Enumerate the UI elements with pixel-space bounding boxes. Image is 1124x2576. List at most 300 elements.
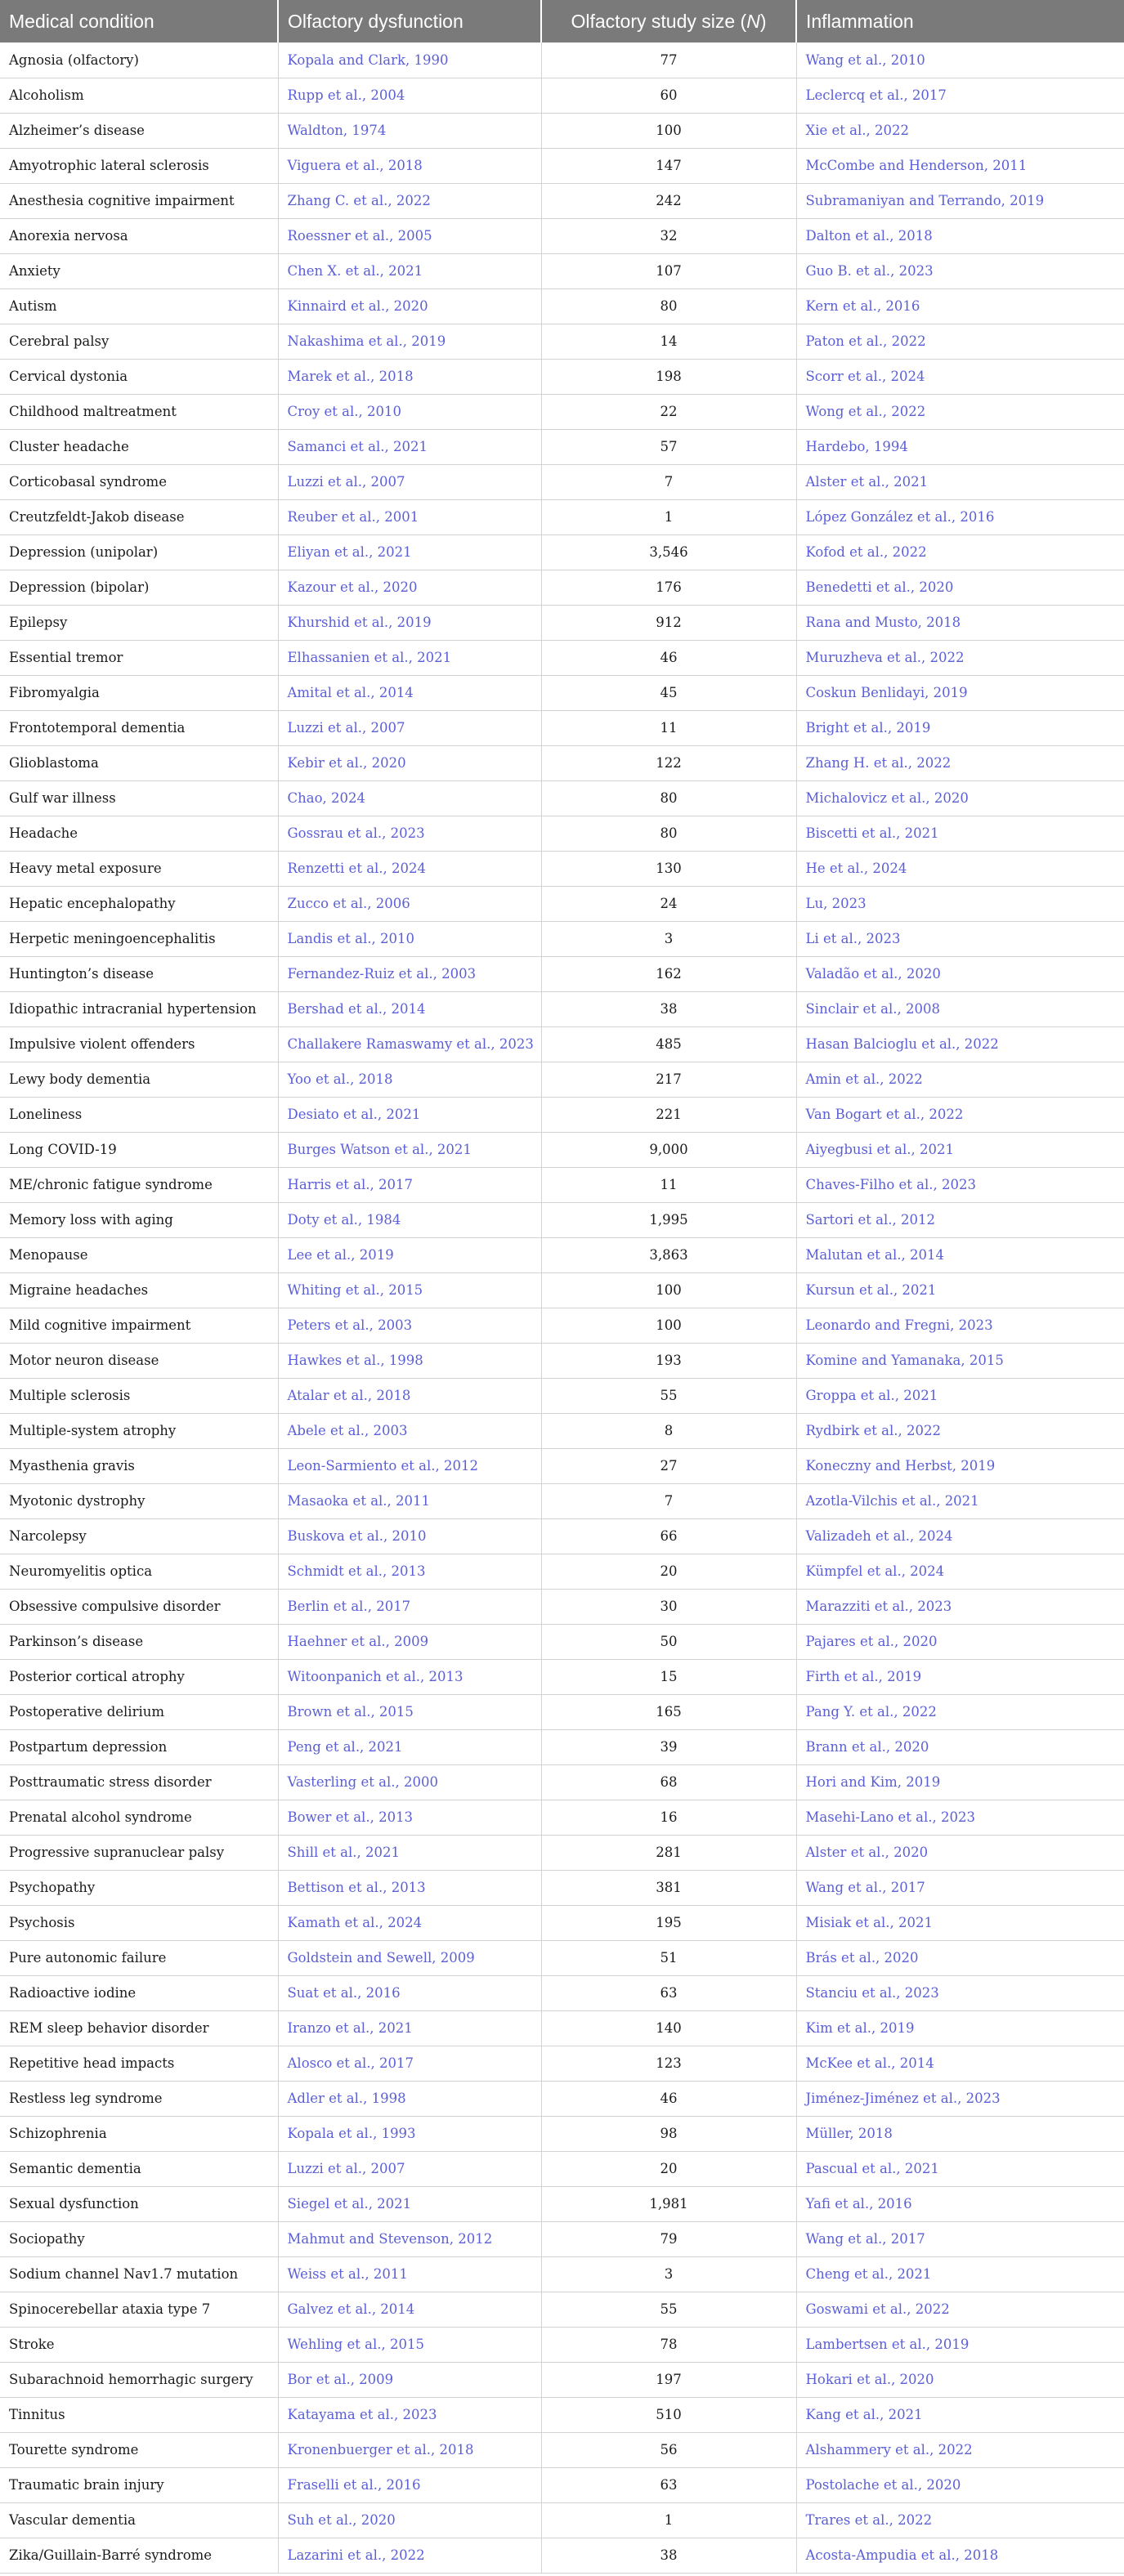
table-row xyxy=(0,921,1124,956)
cell-medical-condition: Postpartum depression xyxy=(0,1729,278,1764)
cell-medical-condition: Cerebral palsy xyxy=(0,324,278,359)
cell-study-size: 78 xyxy=(541,2327,796,2362)
cell-olfactory-reference[interactable]: Bettison et al., 2013 xyxy=(278,1870,541,1905)
cell-study-size: 14 xyxy=(541,324,796,359)
cell-study-size: 197 xyxy=(541,2362,796,2397)
cell-inflammation-reference[interactable]: Goswami et al., 2022 xyxy=(796,2292,1124,2327)
cell-inflammation-reference[interactable]: Lambertsen et al., 2019 xyxy=(796,2327,1124,2362)
cell-inflammation-reference[interactable]: Xie et al., 2022 xyxy=(796,113,1124,148)
cell-inflammation-reference[interactable]: Alster et al., 2020 xyxy=(796,1835,1124,1870)
cell-study-size: 130 xyxy=(541,851,796,886)
cell-study-size: 198 xyxy=(541,359,796,394)
cell-inflammation-reference[interactable]: Postolache et al., 2020 xyxy=(796,2467,1124,2502)
cell-olfactory-reference[interactable]: Luzzi et al., 2007 xyxy=(278,710,541,745)
table-row xyxy=(0,1870,1124,1905)
cell-olfactory-reference[interactable]: Burges Watson et al., 2021 xyxy=(278,1132,541,1167)
cell-inflammation-reference[interactable]: Valizadeh et al., 2024 xyxy=(796,1518,1124,1554)
cell-inflammation-reference[interactable]: Hori and Kim, 2019 xyxy=(796,1764,1124,1800)
cell-medical-condition: Agnosia (olfactory) xyxy=(0,42,278,78)
cell-medical-condition: Spinocerebellar ataxia type 7 xyxy=(0,2292,278,2327)
cell-study-size: 46 xyxy=(541,2081,796,2116)
cell-olfactory-reference[interactable]: Amital et al., 2014 xyxy=(278,675,541,710)
cell-study-size: 107 xyxy=(541,253,796,288)
table-row xyxy=(0,1062,1124,1097)
cell-olfactory-reference[interactable]: Zhang C. et al., 2022 xyxy=(278,183,541,218)
cell-inflammation-reference[interactable]: Subramaniyan and Terrando, 2019 xyxy=(796,183,1124,218)
cell-medical-condition: Psychopathy xyxy=(0,1870,278,1905)
cell-olfactory-reference[interactable]: Luzzi et al., 2007 xyxy=(278,464,541,499)
cell-medical-condition: ME/chronic fatigue syndrome xyxy=(0,1167,278,1202)
cell-study-size: 3 xyxy=(541,921,796,956)
cell-inflammation-reference[interactable]: Scorr et al., 2024 xyxy=(796,359,1124,394)
cell-olfactory-reference[interactable]: Siegel et al., 2021 xyxy=(278,2186,541,2221)
cell-study-size: 80 xyxy=(541,816,796,851)
table-row xyxy=(0,1659,1124,1694)
cell-inflammation-reference[interactable]: López González et al., 2016 xyxy=(796,499,1124,534)
cell-inflammation-reference[interactable]: Kern et al., 2016 xyxy=(796,288,1124,324)
cell-olfactory-reference[interactable]: Samanci et al., 2021 xyxy=(278,429,541,464)
cell-study-size: 100 xyxy=(541,1308,796,1343)
cell-medical-condition: Gulf war illness xyxy=(0,780,278,816)
cell-inflammation-reference[interactable]: Paton et al., 2022 xyxy=(796,324,1124,359)
cell-inflammation-reference[interactable]: Rydbirk et al., 2022 xyxy=(796,1413,1124,1448)
cell-medical-condition: Fibromyalgia xyxy=(0,675,278,710)
table-row xyxy=(0,42,1124,78)
cell-inflammation-reference[interactable]: Hasan Balcioglu et al., 2022 xyxy=(796,1026,1124,1062)
cell-olfactory-reference[interactable]: Challakere Ramaswamy et al., 2023 xyxy=(278,1026,541,1062)
cell-olfactory-reference[interactable]: Adler et al., 1998 xyxy=(278,2081,541,2116)
table-row xyxy=(0,1694,1124,1729)
cell-medical-condition: Zika/Guillain-Barré syndrome xyxy=(0,2538,278,2573)
cell-inflammation-reference[interactable]: Cheng et al., 2021 xyxy=(796,2256,1124,2292)
cell-inflammation-reference[interactable]: Yafi et al., 2016 xyxy=(796,2186,1124,2221)
cell-study-size: 30 xyxy=(541,1589,796,1624)
table-row xyxy=(0,324,1124,359)
cell-medical-condition: Glioblastoma xyxy=(0,745,278,780)
cell-inflammation-reference[interactable]: Dalton et al., 2018 xyxy=(796,218,1124,253)
cell-inflammation-reference[interactable]: Acosta-Ampudia et al., 2018 xyxy=(796,2538,1124,2573)
cell-olfactory-reference[interactable]: Fernandez-Ruiz et al., 2003 xyxy=(278,956,541,991)
cell-study-size: 77 xyxy=(541,42,796,78)
cell-study-size: 510 xyxy=(541,2397,796,2432)
cell-study-size: 55 xyxy=(541,1378,796,1413)
table-row xyxy=(0,2362,1124,2397)
cell-inflammation-reference[interactable]: Alster et al., 2021 xyxy=(796,464,1124,499)
cell-olfactory-reference[interactable]: Vasterling et al., 2000 xyxy=(278,1764,541,1800)
header-study-size-n: N xyxy=(746,10,760,32)
table-header xyxy=(0,0,1124,42)
cell-inflammation-reference[interactable]: Misiak et al., 2021 xyxy=(796,1905,1124,1940)
cell-olfactory-reference[interactable]: Bower et al., 2013 xyxy=(278,1800,541,1835)
cell-olfactory-reference[interactable]: Croy et al., 2010 xyxy=(278,394,541,429)
cell-inflammation-reference[interactable]: Muruzheva et al., 2022 xyxy=(796,640,1124,675)
cell-inflammation-reference[interactable]: Li et al., 2023 xyxy=(796,921,1124,956)
cell-inflammation-reference[interactable]: Leonardo and Fregni, 2023 xyxy=(796,1308,1124,1343)
cell-inflammation-reference[interactable]: Leclercq et al., 2017 xyxy=(796,78,1124,113)
cell-study-size: 3,546 xyxy=(541,534,796,570)
cell-study-size: 485 xyxy=(541,1026,796,1062)
cell-study-size: 32 xyxy=(541,218,796,253)
cell-medical-condition: Corticobasal syndrome xyxy=(0,464,278,499)
cell-olfactory-reference[interactable]: Yoo et al., 2018 xyxy=(278,1062,541,1097)
cell-inflammation-reference[interactable]: Biscetti et al., 2021 xyxy=(796,816,1124,851)
cell-inflammation-reference[interactable]: Hardebo, 1994 xyxy=(796,429,1124,464)
cell-inflammation-reference[interactable]: Kim et al., 2019 xyxy=(796,2010,1124,2046)
cell-olfactory-reference[interactable]: Atalar et al., 2018 xyxy=(278,1378,541,1413)
cell-inflammation-reference[interactable]: Pang Y. et al., 2022 xyxy=(796,1694,1124,1729)
cell-inflammation-reference[interactable]: Koneczny and Herbst, 2019 xyxy=(796,1448,1124,1483)
cell-medical-condition: Parkinson’s disease xyxy=(0,1624,278,1659)
cell-study-size: 1 xyxy=(541,499,796,534)
cell-medical-condition: Subarachnoid hemorrhagic surgery xyxy=(0,2362,278,2397)
cell-inflammation-reference[interactable]: Kursun et al., 2021 xyxy=(796,1272,1124,1308)
cell-olfactory-reference[interactable]: Suh et al., 2020 xyxy=(278,2502,541,2538)
cell-medical-condition: Posterior cortical atrophy xyxy=(0,1659,278,1694)
cell-olfactory-reference[interactable]: Katayama et al., 2023 xyxy=(278,2397,541,2432)
cell-medical-condition: Essential tremor xyxy=(0,640,278,675)
cell-olfactory-reference[interactable]: Goldstein and Sewell, 2009 xyxy=(278,1940,541,1975)
cell-inflammation-reference[interactable]: Malutan et al., 2014 xyxy=(796,1237,1124,1272)
table-row xyxy=(0,2116,1124,2151)
cell-study-size: 46 xyxy=(541,640,796,675)
cell-olfactory-reference[interactable]: Weiss et al., 2011 xyxy=(278,2256,541,2292)
cell-olfactory-reference[interactable]: Masaoka et al., 2011 xyxy=(278,1483,541,1518)
cell-inflammation-reference[interactable]: Wang et al., 2017 xyxy=(796,1870,1124,1905)
table-row xyxy=(0,1554,1124,1589)
cell-inflammation-reference[interactable]: Kofod et al., 2022 xyxy=(796,534,1124,570)
cell-olfactory-reference[interactable]: Witoonpanich et al., 2013 xyxy=(278,1659,541,1694)
cell-medical-condition: Multiple-system atrophy xyxy=(0,1413,278,1448)
cell-medical-condition: Loneliness xyxy=(0,1097,278,1132)
cell-inflammation-reference[interactable]: Zhang H. et al., 2022 xyxy=(796,745,1124,780)
cell-olfactory-reference[interactable]: Hawkes et al., 1998 xyxy=(278,1343,541,1378)
cell-study-size: 57 xyxy=(541,429,796,464)
cell-olfactory-reference[interactable]: Renzetti et al., 2024 xyxy=(278,851,541,886)
cell-study-size: 7 xyxy=(541,464,796,499)
cell-medical-condition: Radioactive iodine xyxy=(0,1975,278,2010)
cell-medical-condition: Schizophrenia xyxy=(0,2116,278,2151)
cell-inflammation-reference[interactable]: McCombe and Henderson, 2011 xyxy=(796,148,1124,183)
cell-olfactory-reference[interactable]: Eliyan et al., 2021 xyxy=(278,534,541,570)
table-row xyxy=(0,429,1124,464)
cell-medical-condition: Hepatic encephalopathy xyxy=(0,886,278,921)
cell-study-size: 242 xyxy=(541,183,796,218)
cell-inflammation-reference[interactable]: Pascual et al., 2021 xyxy=(796,2151,1124,2186)
cell-olfactory-reference[interactable]: Peng et al., 2021 xyxy=(278,1729,541,1764)
cell-inflammation-reference[interactable]: Amin et al., 2022 xyxy=(796,1062,1124,1097)
cell-olfactory-reference[interactable]: Elhassanien et al., 2021 xyxy=(278,640,541,675)
cell-medical-condition: Psychosis xyxy=(0,1905,278,1940)
cell-olfactory-reference[interactable]: Kebir et al., 2020 xyxy=(278,745,541,780)
cell-olfactory-reference[interactable]: Rupp et al., 2004 xyxy=(278,78,541,113)
cell-medical-condition: Epilepsy xyxy=(0,605,278,640)
table-row xyxy=(0,1975,1124,2010)
cell-olfactory-reference[interactable]: Leon-Sarmiento et al., 2012 xyxy=(278,1448,541,1483)
cell-olfactory-reference[interactable]: Abele et al., 2003 xyxy=(278,1413,541,1448)
cell-study-size: 38 xyxy=(541,991,796,1026)
cell-inflammation-reference[interactable]: Komine and Yamanaka, 2015 xyxy=(796,1343,1124,1378)
cell-olfactory-reference[interactable]: Kamath et al., 2024 xyxy=(278,1905,541,1940)
table-row xyxy=(0,605,1124,640)
table-row xyxy=(0,2538,1124,2573)
cell-olfactory-reference[interactable]: Buskova et al., 2010 xyxy=(278,1518,541,1554)
cell-inflammation-reference[interactable]: Brás et al., 2020 xyxy=(796,1940,1124,1975)
table-row xyxy=(0,1905,1124,1940)
cell-study-size: 147 xyxy=(541,148,796,183)
cell-inflammation-reference[interactable]: Chaves-Filho et al., 2023 xyxy=(796,1167,1124,1202)
cell-study-size: 8 xyxy=(541,1413,796,1448)
cell-study-size: 165 xyxy=(541,1694,796,1729)
cell-olfactory-reference[interactable]: Brown et al., 2015 xyxy=(278,1694,541,1729)
cell-study-size: 51 xyxy=(541,1940,796,1975)
cell-olfactory-reference[interactable]: Kronenbuerger et al., 2018 xyxy=(278,2432,541,2467)
cell-inflammation-reference[interactable]: Marazziti et al., 2023 xyxy=(796,1589,1124,1624)
cell-study-size: 100 xyxy=(541,113,796,148)
cell-medical-condition: Tourette syndrome xyxy=(0,2432,278,2467)
cell-study-size: 20 xyxy=(541,2151,796,2186)
table-row xyxy=(0,359,1124,394)
table-row xyxy=(0,1624,1124,1659)
cell-olfactory-reference[interactable]: Nakashima et al., 2019 xyxy=(278,324,541,359)
cell-medical-condition: REM sleep behavior disorder xyxy=(0,2010,278,2046)
cell-olfactory-reference[interactable]: Mahmut and Stevenson, 2012 xyxy=(278,2221,541,2256)
cell-inflammation-reference[interactable]: McKee et al., 2014 xyxy=(796,2046,1124,2081)
cell-inflammation-reference[interactable]: Müller, 2018 xyxy=(796,2116,1124,2151)
cell-medical-condition: Sexual dysfunction xyxy=(0,2186,278,2221)
cell-study-size: 221 xyxy=(541,1097,796,1132)
cell-medical-condition: Pure autonomic failure xyxy=(0,1940,278,1975)
cell-inflammation-reference[interactable]: Van Bogart et al., 2022 xyxy=(796,1097,1124,1132)
cell-medical-condition: Idiopathic intracranial hypertension xyxy=(0,991,278,1026)
cell-olfactory-reference[interactable]: Kazour et al., 2020 xyxy=(278,570,541,605)
cell-medical-condition: Multiple sclerosis xyxy=(0,1378,278,1413)
cell-inflammation-reference[interactable]: Azotla-Vilchis et al., 2021 xyxy=(796,1483,1124,1518)
cell-olfactory-reference[interactable]: Lee et al., 2019 xyxy=(278,1237,541,1272)
table-row xyxy=(0,534,1124,570)
table-row xyxy=(0,1308,1124,1343)
table-row xyxy=(0,1097,1124,1132)
cell-olfactory-reference[interactable]: Bor et al., 2009 xyxy=(278,2362,541,2397)
cell-olfactory-reference[interactable]: Khurshid et al., 2019 xyxy=(278,605,541,640)
cell-medical-condition: Progressive supranuclear palsy xyxy=(0,1835,278,1870)
cell-inflammation-reference[interactable]: Rana and Musto, 2018 xyxy=(796,605,1124,640)
cell-inflammation-reference[interactable]: Jiménez-Jiménez et al., 2023 xyxy=(796,2081,1124,2116)
cell-medical-condition: Cluster headache xyxy=(0,429,278,464)
cell-olfactory-reference[interactable]: Luzzi et al., 2007 xyxy=(278,2151,541,2186)
cell-inflammation-reference[interactable]: Guo B. et al., 2023 xyxy=(796,253,1124,288)
header-study-size-label: Olfactory study size xyxy=(571,10,736,32)
cell-olfactory-reference[interactable]: Iranzo et al., 2021 xyxy=(278,2010,541,2046)
table-row xyxy=(0,1483,1124,1518)
cell-olfactory-reference[interactable]: Marek et al., 2018 xyxy=(278,359,541,394)
cell-olfactory-reference[interactable]: Peters et al., 2003 xyxy=(278,1308,541,1343)
cell-medical-condition: Menopause xyxy=(0,1237,278,1272)
cell-inflammation-reference[interactable]: Brann et al., 2020 xyxy=(796,1729,1124,1764)
cell-medical-condition: Stroke xyxy=(0,2327,278,2362)
cell-study-size: 162 xyxy=(541,956,796,991)
cell-study-size: 38 xyxy=(541,2538,796,2573)
cell-inflammation-reference[interactable]: Valadão et al., 2020 xyxy=(796,956,1124,991)
cell-study-size: 80 xyxy=(541,780,796,816)
cell-olfactory-reference[interactable]: Zucco et al., 2006 xyxy=(278,886,541,921)
table-row xyxy=(0,1764,1124,1800)
cell-olfactory-reference[interactable]: Gossrau et al., 2023 xyxy=(278,816,541,851)
cell-study-size: 217 xyxy=(541,1062,796,1097)
cell-medical-condition: Semantic dementia xyxy=(0,2151,278,2186)
table-body xyxy=(0,42,1124,2573)
table-row xyxy=(0,2397,1124,2432)
cell-inflammation-reference[interactable]: Coskun Benlidayi, 2019 xyxy=(796,675,1124,710)
cell-study-size: 63 xyxy=(541,1975,796,2010)
cell-study-size: 80 xyxy=(541,288,796,324)
cell-medical-condition: Frontotemporal dementia xyxy=(0,710,278,745)
cell-medical-condition: Prenatal alcohol syndrome xyxy=(0,1800,278,1835)
cell-olfactory-reference[interactable]: Bershad et al., 2014 xyxy=(278,991,541,1026)
table-row xyxy=(0,288,1124,324)
cell-study-size: 22 xyxy=(541,394,796,429)
cell-medical-condition: Impulsive violent offenders xyxy=(0,1026,278,1062)
cell-inflammation-reference[interactable]: Trares et al., 2022 xyxy=(796,2502,1124,2538)
cell-medical-condition: Sociopathy xyxy=(0,2221,278,2256)
table-row xyxy=(0,816,1124,851)
table-row xyxy=(0,2327,1124,2362)
table-row xyxy=(0,1729,1124,1764)
table-row xyxy=(0,2186,1124,2221)
cell-inflammation-reference[interactable]: Groppa et al., 2021 xyxy=(796,1378,1124,1413)
table-row xyxy=(0,1378,1124,1413)
table-row xyxy=(0,1026,1124,1062)
cell-inflammation-reference[interactable]: Wang et al., 2017 xyxy=(796,2221,1124,2256)
cell-study-size: 1,981 xyxy=(541,2186,796,2221)
cell-inflammation-reference[interactable]: Aiyegbusi et al., 2021 xyxy=(796,1132,1124,1167)
cell-medical-condition: Mild cognitive impairment xyxy=(0,1308,278,1343)
cell-medical-condition: Posttraumatic stress disorder xyxy=(0,1764,278,1800)
table-row xyxy=(0,2221,1124,2256)
cell-study-size: 68 xyxy=(541,1764,796,1800)
header-row xyxy=(0,0,1124,42)
table-row xyxy=(0,1202,1124,1237)
cell-study-size: 100 xyxy=(541,1272,796,1308)
cell-olfactory-reference[interactable]: Suat et al., 2016 xyxy=(278,1975,541,2010)
cell-olfactory-reference[interactable]: Doty et al., 1984 xyxy=(278,1202,541,1237)
cell-inflammation-reference[interactable]: He et al., 2024 xyxy=(796,851,1124,886)
cell-olfactory-reference[interactable]: Desiato et al., 2021 xyxy=(278,1097,541,1132)
cell-medical-condition: Repetitive head impacts xyxy=(0,2046,278,2081)
table-row xyxy=(0,499,1124,534)
cell-inflammation-reference[interactable]: Masehi-Lano et al., 2023 xyxy=(796,1800,1124,1835)
cell-medical-condition: Autism xyxy=(0,288,278,324)
cell-inflammation-reference[interactable]: Michalovicz et al., 2020 xyxy=(796,780,1124,816)
cell-inflammation-reference[interactable]: Wang et al., 2010 xyxy=(796,42,1124,78)
table-row xyxy=(0,253,1124,288)
table-row xyxy=(0,1448,1124,1483)
cell-inflammation-reference[interactable]: Sartori et al., 2012 xyxy=(796,1202,1124,1237)
table-row xyxy=(0,183,1124,218)
cell-medical-condition: Obsessive compulsive disorder xyxy=(0,1589,278,1624)
header-medical-condition: Medical condition xyxy=(0,0,278,42)
table-row xyxy=(0,2467,1124,2502)
cell-study-size: 281 xyxy=(541,1835,796,1870)
cell-olfactory-reference[interactable]: Wehling et al., 2015 xyxy=(278,2327,541,2362)
cell-olfactory-reference[interactable]: Reuber et al., 2001 xyxy=(278,499,541,534)
table-row xyxy=(0,78,1124,113)
cell-olfactory-reference[interactable]: Fraselli et al., 2016 xyxy=(278,2467,541,2502)
cell-olfactory-reference[interactable]: Viguera et al., 2018 xyxy=(278,148,541,183)
cell-olfactory-reference[interactable]: Kinnaird et al., 2020 xyxy=(278,288,541,324)
cell-inflammation-reference[interactable]: Bright et al., 2019 xyxy=(796,710,1124,745)
cell-inflammation-reference[interactable]: Kang et al., 2021 xyxy=(796,2397,1124,2432)
table-row xyxy=(0,1132,1124,1167)
cell-inflammation-reference[interactable]: Sinclair et al., 2008 xyxy=(796,991,1124,1026)
cell-olfactory-reference[interactable]: Schmidt et al., 2013 xyxy=(278,1554,541,1589)
cell-study-size: 16 xyxy=(541,1800,796,1835)
cell-inflammation-reference[interactable]: Alshammery et al., 2022 xyxy=(796,2432,1124,2467)
cell-olfactory-reference[interactable]: Landis et al., 2010 xyxy=(278,921,541,956)
cell-inflammation-reference[interactable]: Hokari et al., 2020 xyxy=(796,2362,1124,2397)
cell-study-size: 15 xyxy=(541,1659,796,1694)
table-row xyxy=(0,1272,1124,1308)
cell-olfactory-reference[interactable]: Harris et al., 2017 xyxy=(278,1167,541,1202)
cell-olfactory-reference[interactable]: Lazarini et al., 2022 xyxy=(278,2538,541,2573)
cell-olfactory-reference[interactable]: Shill et al., 2021 xyxy=(278,1835,541,1870)
table-row xyxy=(0,1167,1124,1202)
table-row xyxy=(0,1589,1124,1624)
cell-inflammation-reference[interactable]: Pajares et al., 2020 xyxy=(796,1624,1124,1659)
cell-inflammation-reference[interactable]: Wong et al., 2022 xyxy=(796,394,1124,429)
header-olfactory-study-size: Olfactory study size (N) xyxy=(541,0,796,42)
table-row xyxy=(0,1237,1124,1272)
cell-olfactory-reference[interactable]: Whiting et al., 2015 xyxy=(278,1272,541,1308)
cell-study-size: 63 xyxy=(541,2467,796,2502)
table-row xyxy=(0,394,1124,429)
cell-olfactory-reference[interactable]: Chen X. et al., 2021 xyxy=(278,253,541,288)
table-row xyxy=(0,464,1124,499)
table-row xyxy=(0,2046,1124,2081)
cell-olfactory-reference[interactable]: Waldton, 1974 xyxy=(278,113,541,148)
cell-study-size: 1 xyxy=(541,2502,796,2538)
table-row xyxy=(0,218,1124,253)
cell-olfactory-reference[interactable]: Kopala and Clark, 1990 xyxy=(278,42,541,78)
cell-medical-condition: Cervical dystonia xyxy=(0,359,278,394)
cell-study-size: 195 xyxy=(541,1905,796,1940)
table-row xyxy=(0,2081,1124,2116)
cell-study-size: 3 xyxy=(541,2256,796,2292)
cell-study-size: 45 xyxy=(541,675,796,710)
cell-medical-condition: Childhood maltreatment xyxy=(0,394,278,429)
cell-medical-condition: Sodium channel Nav1.7 mutation xyxy=(0,2256,278,2292)
cell-medical-condition: Huntington’s disease xyxy=(0,956,278,991)
cell-olfactory-reference[interactable]: Alosco et al., 2017 xyxy=(278,2046,541,2081)
cell-inflammation-reference[interactable]: Kümpfel et al., 2024 xyxy=(796,1554,1124,1589)
cell-inflammation-reference[interactable]: Lu, 2023 xyxy=(796,886,1124,921)
cell-inflammation-reference[interactable]: Firth et al., 2019 xyxy=(796,1659,1124,1694)
cell-inflammation-reference[interactable]: Stanciu et al., 2023 xyxy=(796,1975,1124,2010)
cell-olfactory-reference[interactable]: Roessner et al., 2005 xyxy=(278,218,541,253)
cell-medical-condition: Anorexia nervosa xyxy=(0,218,278,253)
cell-olfactory-reference[interactable]: Kopala et al., 1993 xyxy=(278,2116,541,2151)
cell-study-size: 39 xyxy=(541,1729,796,1764)
cell-olfactory-reference[interactable]: Galvez et al., 2014 xyxy=(278,2292,541,2327)
cell-olfactory-reference[interactable]: Chao, 2024 xyxy=(278,780,541,816)
table-row xyxy=(0,956,1124,991)
cell-olfactory-reference[interactable]: Berlin et al., 2017 xyxy=(278,1589,541,1624)
table-row xyxy=(0,2502,1124,2538)
cell-medical-condition: Heavy metal exposure xyxy=(0,851,278,886)
cell-medical-condition: Alcoholism xyxy=(0,78,278,113)
cell-inflammation-reference[interactable]: Benedetti et al., 2020 xyxy=(796,570,1124,605)
cell-olfactory-reference[interactable]: Haehner et al., 2009 xyxy=(278,1624,541,1659)
cell-study-size: 60 xyxy=(541,78,796,113)
